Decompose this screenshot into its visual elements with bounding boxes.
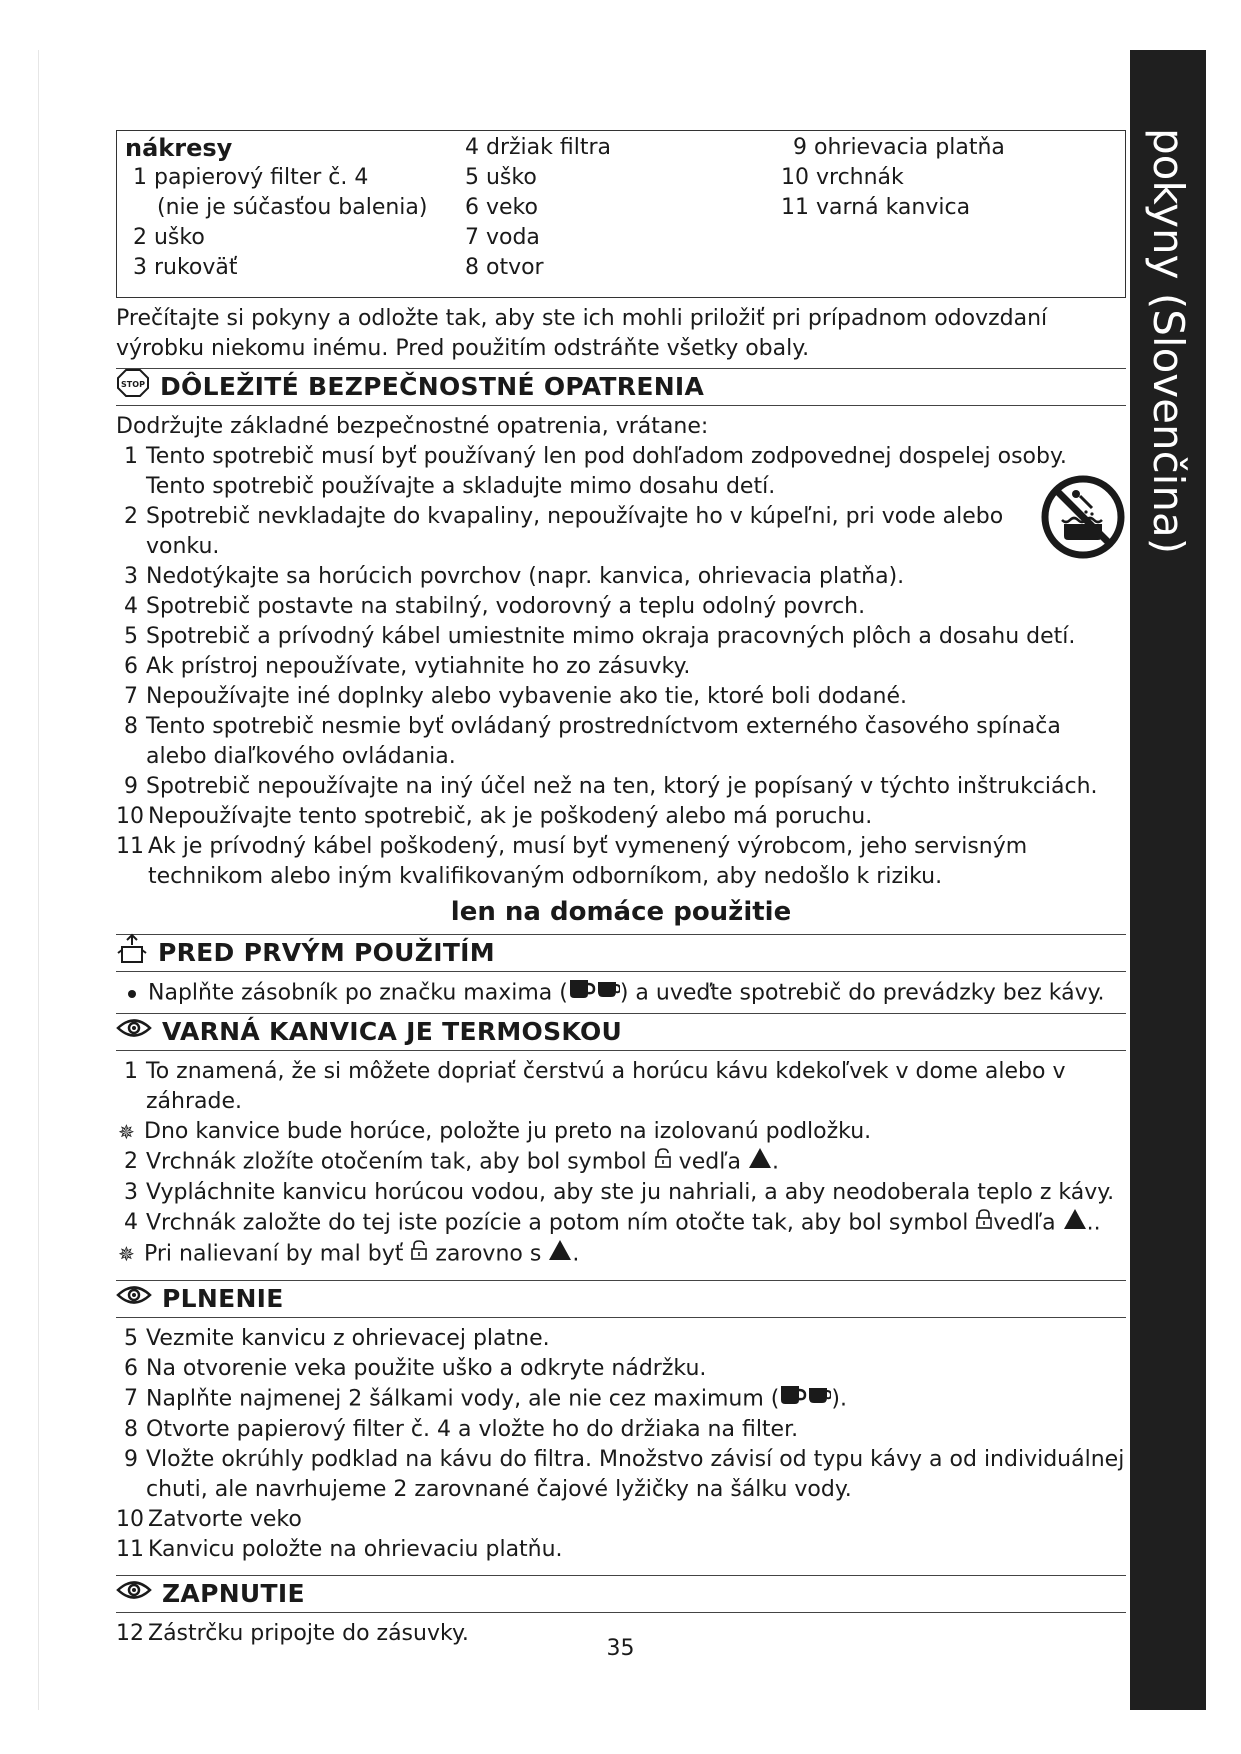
item-text-part: zarovno s [435, 1241, 542, 1267]
item-number: 3 [124, 1180, 138, 1205]
legend-item: 7 voda [465, 225, 540, 250]
list-item [116, 1354, 1126, 1384]
legend-column-3 [781, 133, 1005, 223]
section-header-switch-on [116, 1575, 1126, 1613]
item-number: 9 [124, 774, 138, 799]
intro-paragraph: Prečítajte si pokyny a odložte tak, aby ste ich mohli priložiť pri prípadnom odovzdaní výrobku niekomu inému. Pred použitím odstráňte všetky obaly. [116, 306, 1048, 361]
legend-title: nákresy [125, 134, 233, 162]
item-text: Vypláchnite kanvicu horúcou vodou, aby ste ju nahriali, a aby neodoberala teplo z kávy. [146, 1180, 1115, 1205]
legend-item: 8 otvor [465, 255, 544, 280]
item-number: 12 [116, 1621, 144, 1646]
item-number: 3 [124, 564, 138, 589]
item-number: 5 [124, 624, 138, 649]
legend-column-2 [465, 133, 611, 283]
item-text-part: . [572, 1241, 580, 1267]
legend-item: 6 veko [465, 195, 538, 220]
item-text: Zatvorte veko [148, 1507, 302, 1532]
list-item [116, 442, 1126, 502]
eye-icon [116, 1579, 152, 1610]
item-text-part: vedľa [993, 1210, 1056, 1236]
item-text-part: Pri nalievaní by mal byť [144, 1241, 404, 1267]
list-item [116, 622, 1126, 652]
legend-item: 2 uško [133, 225, 205, 250]
item-text-part: vedľa [678, 1149, 741, 1175]
legend-item: 5 uško [465, 165, 537, 190]
triangle-marker-icon [748, 1147, 772, 1178]
unlock-icon [654, 1147, 672, 1178]
item-text: Spotrebič nevkladajte do kvapaliny, nepoužívajte ho v kúpeľni, pri vode alebo vonku. [146, 504, 1004, 559]
hot-warning-icon: ✵ [118, 1120, 135, 1144]
item-number: 9 [124, 1447, 138, 1472]
legend-item-continuation: (nie je súčasťou balenia) [157, 195, 428, 220]
item-text: Nepoužívajte iné doplnky alebo vybavenie ako tie, ktoré boli dodané. [146, 684, 908, 709]
legend-item: 9 ohrievacia platňa [793, 135, 1005, 160]
triangle-marker-icon [1063, 1208, 1087, 1239]
legend-item: 4 držiak filtra [465, 135, 611, 160]
list-item [116, 1415, 1126, 1445]
item-number: 11 [116, 834, 144, 859]
list-item [116, 1535, 1126, 1565]
item-text-part: ) a uveďte spotrebič do prevádzky bez kávy. [619, 980, 1105, 1006]
item-text: Tento spotrebič nesmie byť ovládaný prostredníctvom externého časového spínača alebo diaľkového ovládania. [146, 714, 1061, 769]
item-number: 5 [124, 1326, 138, 1351]
item-text: Dno kanvice bude horúce, položte ju preto na izolovanú podložku. [144, 1119, 872, 1144]
item-number: 2 [124, 1149, 138, 1174]
list-item [116, 832, 1126, 892]
list-item [116, 1324, 1126, 1354]
page-edge-rule [38, 50, 39, 1710]
item-number: 8 [124, 1417, 138, 1442]
lock-icon [975, 1208, 993, 1239]
warning-item [116, 1239, 1126, 1270]
item-text: Ak prístroj nepoužívate, vytiahnite ho zo zásuvky. [146, 654, 691, 679]
list-item [116, 1057, 1126, 1117]
diagram-legend-box [116, 130, 1126, 298]
list-item [116, 1208, 1126, 1239]
item-number: 1 [124, 1059, 138, 1084]
item-text: Vezmite kanvicu z ohrievacej platne. [146, 1326, 550, 1351]
warning-item [116, 1117, 1126, 1147]
item-number: 2 [124, 504, 138, 529]
item-text: Spotrebič a prívodný kábel umiestnite mimo okraja pracovných plôch a dosahu detí. [146, 624, 1076, 649]
triangle-marker-icon [548, 1239, 572, 1270]
stop-icon [116, 368, 150, 407]
list-item [116, 562, 1126, 592]
unlock-icon [410, 1239, 428, 1270]
item-number: 11 [116, 1537, 144, 1562]
legend-item: 1 papierový filter č. 4 [133, 165, 369, 190]
legend-item: 10 vrchnák [781, 165, 904, 190]
eye-icon [116, 1017, 152, 1048]
list-item [116, 652, 1126, 682]
item-text-part: Naplňte najmenej 2 šálkami vody, ale nie cez maximum ( [146, 1386, 780, 1412]
item-number: 4 [124, 1210, 138, 1235]
section-title: PLNENIE [162, 1284, 284, 1313]
home-use-note: len na domáce použitie [450, 897, 792, 927]
stop-icon-label: STOP [121, 379, 145, 389]
item-text-part: Naplňte zásobník po značku maxima ( [148, 980, 568, 1006]
list-item [116, 802, 1126, 832]
item-number: 10 [116, 1507, 144, 1532]
unpack-box-icon [116, 933, 148, 974]
page-content [116, 130, 1126, 1649]
legend-item: 11 varná kanvica [781, 195, 971, 220]
section-title: PRED PRVÝM POUŽITÍM [158, 938, 495, 967]
legend-column-1 [125, 133, 428, 283]
item-text: Vložte okrúhly podklad na kávu do filtra. Množstvo závisí od typu kávy a od individuálnej chuti, ale navrhujeme 2 zarovnané čajové lyžičky na šálku vody. [146, 1447, 1125, 1502]
item-text: To znamená, že si môžete dopriať čerstvú a horúcu kávu kdekoľvek v dome alebo v záhrade. [146, 1059, 1066, 1114]
hot-warning-icon: ✵ [118, 1242, 135, 1266]
item-number: 4 [124, 594, 138, 619]
item-number: 6 [124, 1356, 138, 1381]
max-cups-icon [779, 1384, 831, 1415]
item-text: Na otvorenie veka použite uško a odkryte nádržku. [146, 1356, 707, 1381]
list-item [116, 682, 1126, 712]
section-title: VARNÁ KANVICA JE TERMOSKOU [162, 1017, 623, 1046]
item-number: 8 [124, 714, 138, 739]
list-item [116, 1384, 1126, 1415]
list-item [116, 712, 1126, 772]
list-item [116, 1178, 1126, 1208]
item-text: Otvorte papierový filter č. 4 a vložte ho do držiaka na filter. [146, 1417, 799, 1442]
item-text: Zástrčku pripojte do zásuvky. [148, 1621, 469, 1646]
item-number: 1 [124, 444, 138, 469]
list-item [116, 592, 1126, 622]
list-item [116, 1445, 1126, 1505]
item-text: Spotrebič nepoužívajte na iný účel než na ten, ktorý je popísaný v týchto inštrukciách. [146, 774, 1098, 799]
item-number: 7 [124, 1386, 138, 1411]
item-text: Kanvicu položte na ohrievaciu platňu. [148, 1537, 563, 1562]
safety-lead: Dodržujte základné bezpečnostné opatrenia, vrátane: [116, 414, 709, 439]
list-item [116, 1147, 1126, 1178]
item-text: Tento spotrebič musí byť používaný len pod dohľadom zodpovednej dospelej osoby. Tento spotrebič používajte a skladujte mimo dosahu detí. [146, 444, 1067, 499]
page-number: 35 [606, 1636, 635, 1661]
item-text-part: Vrchnák zložíte otočením tak, aby bol symbol [146, 1149, 647, 1175]
bullet-dot [128, 990, 136, 998]
list-item [116, 1505, 1126, 1535]
section-header-filling [116, 1280, 1126, 1318]
item-text: Nedotýkajte sa horúcich povrchov (napr. kanvica, ohrievacia platňa). [146, 564, 905, 589]
list-item [116, 502, 1126, 562]
item-text-part: ). [831, 1386, 847, 1412]
legend-item: 3 rukoväť [133, 255, 238, 280]
bullet-item [116, 978, 1126, 1009]
item-number: 7 [124, 684, 138, 709]
item-text: Nepoužívajte tento spotrebič, ak je poškodený alebo má poruchu. [148, 804, 873, 829]
item-text: Spotrebič postavte na stabilný, vodorovný a teplu odolný povrch. [146, 594, 866, 619]
item-number: 10 [116, 804, 144, 829]
eye-icon [116, 1284, 152, 1315]
item-text-part: Vrchnák založte do tej iste pozície a potom ním otočte tak, aby bol symbol [146, 1210, 969, 1236]
no-water-use-icon [1040, 474, 1126, 560]
item-text-part: .. [1086, 1210, 1101, 1236]
section-header-safety [116, 368, 1126, 406]
section-title: DÔLEŽITÉ BEZPEČNOSTNÉ OPATRENIA [160, 372, 705, 401]
section-header-before-use [116, 934, 1126, 972]
item-text: Ak je prívodný kábel poškodený, musí byť vymenený výrobcom, jeho servisným technikom alebo iným kvalifikovaným odborníkom, aby nedošlo k riziku. [148, 834, 1028, 889]
side-tab-label: pokyny (Slovenčina) [1144, 128, 1193, 555]
item-number: 6 [124, 654, 138, 679]
list-item [116, 772, 1126, 802]
max-cups-icon [568, 978, 620, 1009]
item-text-part: . [771, 1149, 779, 1175]
section-header-thermos [116, 1013, 1126, 1051]
section-title: ZAPNUTIE [162, 1579, 305, 1608]
